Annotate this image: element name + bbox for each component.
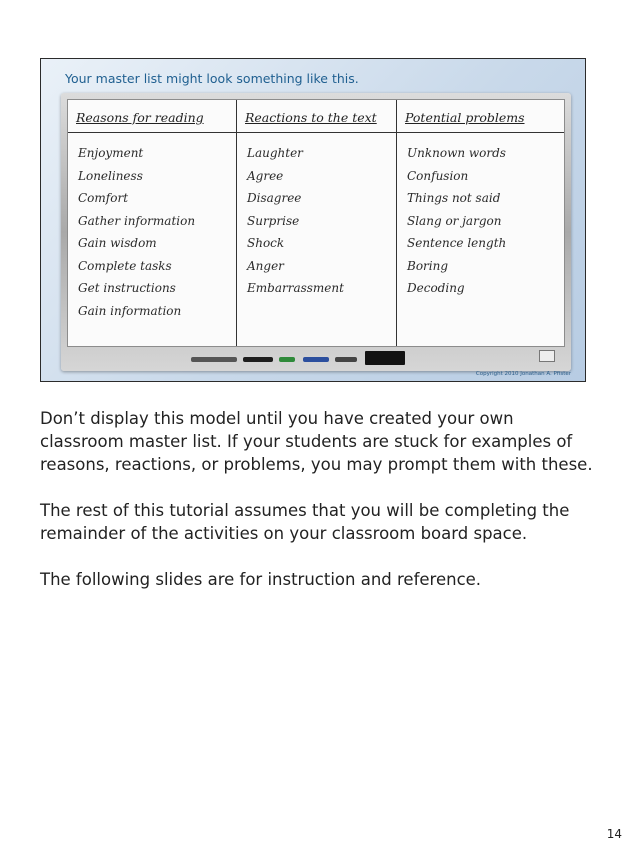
whiteboard-surface (67, 99, 565, 347)
list-item: Decoding (407, 281, 465, 295)
paragraph: Don’t display this model until you have created your own classroom master list. If your students are stuck for examples of reasons, reactions, or problems, you may prompt them with these. (40, 409, 593, 474)
list-item: Comfort (78, 191, 129, 205)
column-reasons (68, 100, 236, 346)
column-problems (396, 100, 564, 346)
list-item: Gain wisdom (78, 236, 157, 250)
column-list (78, 142, 195, 322)
column-list (247, 142, 344, 300)
slide-caption: Your master list might look something like this. (65, 71, 359, 86)
column-header: Potential problems (405, 110, 525, 125)
list-item: Sentence length (407, 236, 507, 250)
list-item: Gather information (78, 213, 196, 228)
list-item: Gain information (78, 303, 182, 318)
marker-icon (191, 357, 237, 362)
list-item: Loneliness (78, 168, 143, 183)
tray-clip-icon (539, 350, 555, 362)
list-item: Disagree (247, 191, 302, 205)
list-item: Agree (247, 168, 284, 183)
list-item: Enjoyment (78, 146, 144, 160)
copyright-note: Copyright 2010 Jonathan A. Pfister (475, 371, 571, 377)
paragraph: The rest of this tutorial assumes that you will be completing the remainder of the activities on your classroom board space. (40, 501, 570, 543)
list-item: Get instructions (78, 281, 176, 295)
list-item: Slang or jargon (407, 213, 502, 228)
list-item: Surprise (247, 213, 300, 228)
column-header: Reasons for reading (76, 110, 204, 125)
column-list (407, 142, 506, 300)
list-item: Shock (247, 236, 285, 250)
list-item: Things not said (407, 191, 501, 205)
paragraph: The following slides are for instruction and reference. (40, 570, 482, 589)
marker-icon (335, 357, 357, 362)
list-item: Boring (407, 258, 449, 273)
body-text (40, 407, 600, 614)
list-item: Unknown words (407, 146, 506, 160)
list-item: Anger (247, 258, 284, 273)
marker-icon (243, 357, 273, 362)
column-reactions (236, 100, 397, 346)
marker-tray (67, 351, 565, 365)
column-header: Reactions to the text (245, 110, 377, 125)
whiteboard (61, 93, 571, 371)
list-item: Laughter (247, 146, 303, 160)
list-item: Embarrassment (247, 281, 344, 295)
list-item: Complete tasks (78, 258, 172, 273)
slide-image (40, 58, 586, 382)
page-number: 14 (606, 827, 622, 841)
marker-icon (279, 357, 295, 362)
eraser-icon (365, 351, 405, 365)
list-item: Confusion (407, 168, 469, 183)
marker-icon (303, 357, 329, 362)
